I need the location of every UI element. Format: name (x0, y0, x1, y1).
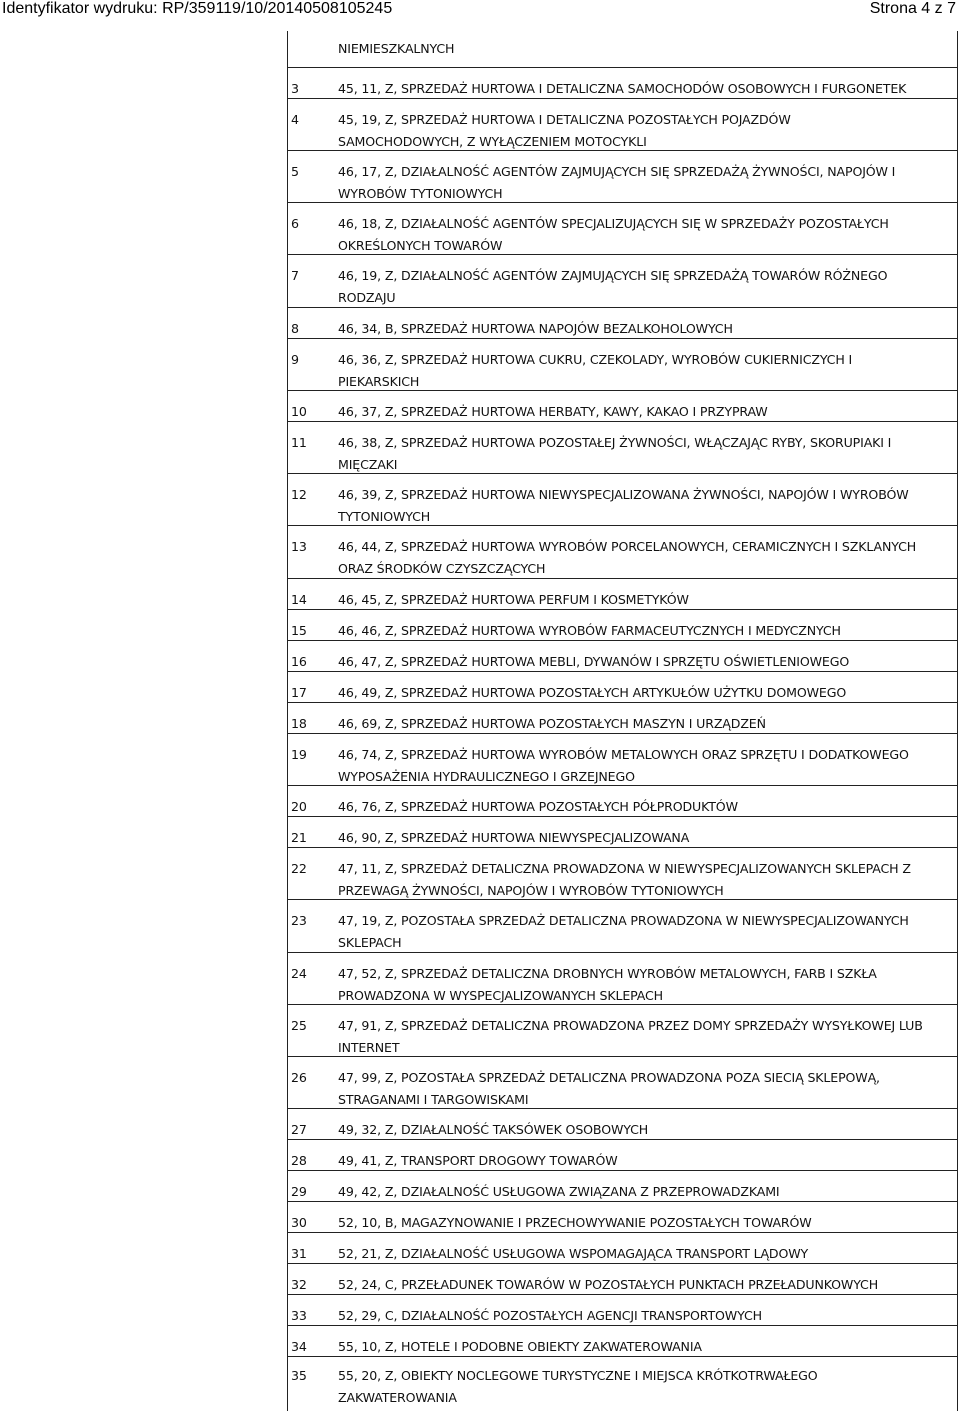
activity-description: NIEMIESZKALNYCH (338, 41, 455, 56)
row-divider (288, 1170, 957, 1171)
activity-description: 46, 45, Z, SPRZEDAŻ HURTOWA PERFUM I KOSMETYKÓW (338, 592, 689, 607)
activity-description: 47, 91, Z, SPRZEDAŻ DETALICZNA PROWADZONA PRZEZ DOMY SPRZEDAŻY WYSYŁKOWEJ LUB INTERNET (338, 1018, 923, 1055)
row-number: 9 (291, 352, 299, 367)
activity-description: 55, 20, Z, OBIEKTY NOCLEGOWE TURYSTYCZNE I MIEJSCA KRÓTKOTRWAŁEGO ZAKWATEROWANIA (338, 1368, 818, 1405)
activity-description: 46, 49, Z, SPRZEDAŻ HURTOWA POZOSTAŁYCH ARTYKUŁÓW UŻYTKU DOMOWEGO (338, 685, 847, 700)
activity-description: 47, 11, Z, SPRZEDAŻ DETALICZNA PROWADZONA W NIEWYSPECJALIZOWANYCH SKLEPACH Z PRZEWAGĄ ŻYWNOŚCI, NAPOJÓW I WYROBÓW TYTONIOWYCH (338, 861, 911, 898)
activity-description: 46, 69, Z, SPRZEDAŻ HURTOWA POZOSTAŁYCH MASZYN I URZĄDZEŃ (338, 716, 766, 731)
activity-description: 46, 74, Z, SPRZEDAŻ HURTOWA WYROBÓW METALOWYCH ORAZ SPRZĘTU I DODATKOWEGO WYPOSAŻENIA HYDRAULICZNEGO I GRZEJNEGO (338, 747, 909, 784)
row-divider (288, 67, 957, 68)
row-number: 34 (291, 1339, 307, 1354)
row-divider (288, 816, 957, 817)
activity-description: 46, 39, Z, SPRZEDAŻ HURTOWA NIEWYSPECJALIZOWANA ŻYWNOŚCI, NAPOJÓW I WYROBÓW TYTONIOWYCH (338, 487, 909, 524)
print-header (0, 0, 960, 22)
row-number: 30 (291, 1215, 307, 1230)
row-divider (288, 609, 957, 610)
row-divider (288, 1356, 957, 1357)
activity-description: 49, 41, Z, TRANSPORT DROGOWY TOWARÓW (338, 1153, 618, 1168)
activity-description: 52, 24, C, PRZEŁADUNEK TOWARÓW W POZOSTAŁYCH PUNKTACH PRZEŁADUNKOWYCH (338, 1277, 879, 1292)
activity-description: 47, 99, Z, POZOSTAŁA SPRZEDAŻ DETALICZNA PROWADZONA POZA SIECIĄ SKLEPOWĄ, STRAGANAMI I TARGOWISKAMI (338, 1070, 880, 1107)
row-number: 5 (291, 164, 299, 179)
activity-description: 52, 21, Z, DZIAŁALNOŚĆ USŁUGOWA WSPOMAGAJĄCA TRANSPORT LĄDOWY (338, 1246, 809, 1261)
row-divider (288, 338, 957, 339)
activity-description: 46, 34, B, SPRZEDAŻ HURTOWA NAPOJÓW BEZALKOHOLOWYCH (338, 321, 733, 336)
row-divider (288, 1004, 957, 1005)
row-divider (288, 671, 957, 672)
row-number: 26 (291, 1070, 307, 1085)
activity-description: 49, 32, Z, DZIAŁALNOŚĆ TAKSÓWEK OSOBOWYCH (338, 1122, 649, 1137)
activity-description: 46, 19, Z, DZIAŁALNOŚĆ AGENTÓW ZAJMUJĄCYCH SIĘ SPRZEDAŻĄ TOWARÓW RÓŻNEGO RODZAJU (338, 268, 888, 305)
row-number: 15 (291, 623, 307, 638)
activity-description: 46, 90, Z, SPRZEDAŻ HURTOWA NIEWYSPECJALIZOWANA (338, 830, 690, 845)
row-divider (288, 150, 957, 151)
activity-description: 45, 11, Z, SPRZEDAŻ HURTOWA I DETALICZNA SAMOCHODÓW OSOBOWYCH I FURGONETEK (338, 81, 907, 96)
row-number: 7 (291, 268, 299, 283)
row-divider (288, 1108, 957, 1109)
row-number: 12 (291, 487, 307, 502)
row-divider (288, 98, 957, 99)
row-number: 20 (291, 799, 307, 814)
row-divider (288, 390, 957, 391)
activity-description: 46, 36, Z, SPRZEDAŻ HURTOWA CUKRU, CZEKOLADY, WYROBÓW CUKIERNICZYCH I PIEKARSKICH (338, 352, 853, 389)
row-divider (288, 733, 957, 734)
activity-description: 46, 38, Z, SPRZEDAŻ HURTOWA POZOSTAŁEJ ŻYWNOŚCI, WŁĄCZAJĄC RYBY, SKORUPIAKI I MIĘCZAKI (338, 435, 892, 472)
activity-description: 46, 76, Z, SPRZEDAŻ HURTOWA POZOSTAŁYCH PÓŁPRODUKTÓW (338, 799, 738, 814)
activity-description: 45, 19, Z, SPRZEDAŻ HURTOWA I DETALICZNA POZOSTAŁYCH POJAZDÓW SAMOCHODOWYCH, Z WYŁĄCZENIEM MOTOCYKLI (338, 112, 791, 149)
row-number: 14 (291, 592, 307, 607)
row-number: 4 (291, 112, 299, 127)
row-number: 35 (291, 1368, 307, 1383)
row-number: 21 (291, 830, 307, 845)
activity-description: 49, 42, Z, DZIAŁALNOŚĆ USŁUGOWA ZWIĄZANA Z PRZEPROWADZKAMI (338, 1184, 780, 1199)
row-number: 13 (291, 539, 307, 554)
row-number: 28 (291, 1153, 307, 1168)
row-number: 3 (291, 81, 299, 96)
activity-description: 52, 29, C, DZIAŁALNOŚĆ POZOSTAŁYCH AGENCJI TRANSPORTOWYCH (338, 1308, 762, 1323)
row-divider (288, 899, 957, 900)
row-number: 19 (291, 747, 307, 762)
row-number: 32 (291, 1277, 307, 1292)
row-divider (288, 1325, 957, 1326)
row-number: 18 (291, 716, 307, 731)
row-divider (288, 702, 957, 703)
row-number: 24 (291, 966, 307, 981)
row-divider (288, 785, 957, 786)
row-divider (288, 847, 957, 848)
row-number: 17 (291, 685, 307, 700)
row-number: 25 (291, 1018, 307, 1033)
row-divider (288, 254, 957, 255)
row-number: 31 (291, 1246, 307, 1261)
row-divider (288, 1294, 957, 1295)
row-number: 22 (291, 861, 307, 876)
row-divider (288, 525, 957, 526)
row-divider (288, 421, 957, 422)
row-number: 10 (291, 404, 307, 419)
print-identifier: Identyfikator wydruku: RP/359119/10/20140508105245 (2, 0, 393, 17)
row-number: 33 (291, 1308, 307, 1323)
row-divider (288, 1232, 957, 1233)
pkd-activity-table (287, 31, 958, 1411)
activity-description: 46, 44, Z, SPRZEDAŻ HURTOWA WYROBÓW PORCELANOWYCH, CERAMICZNYCH I SZKLANYCH ORAZ ŚRODKÓW CZYSZCZĄCYCH (338, 539, 917, 576)
row-divider (288, 640, 957, 641)
row-divider (288, 473, 957, 474)
row-number: 11 (291, 435, 307, 450)
row-number: 16 (291, 654, 307, 669)
row-divider (288, 1139, 957, 1140)
row-number: 29 (291, 1184, 307, 1199)
activity-description: 47, 19, Z, POZOSTAŁA SPRZEDAŻ DETALICZNA PROWADZONA W NIEWYSPECJALIZOWANYCH SKLEPACH (338, 913, 909, 950)
row-divider (288, 307, 957, 308)
row-number: 27 (291, 1122, 307, 1137)
row-divider (288, 1056, 957, 1057)
row-divider (288, 578, 957, 579)
row-number: 6 (291, 216, 299, 231)
row-number: 23 (291, 913, 307, 928)
activity-description: 46, 17, Z, DZIAŁALNOŚĆ AGENTÓW ZAJMUJĄCYCH SIĘ SPRZEDAŻĄ ŻYWNOŚCI, NAPOJÓW I WYROBÓW TYTONIOWYCH (338, 164, 896, 201)
activity-description: 46, 47, Z, SPRZEDAŻ HURTOWA MEBLI, DYWANÓW I SPRZĘTU OŚWIETLENIOWEGO (338, 654, 850, 669)
row-number: 8 (291, 321, 299, 336)
row-divider (288, 202, 957, 203)
activity-description: 46, 18, Z, DZIAŁALNOŚĆ AGENTÓW SPECJALIZUJĄCYCH SIĘ W SPRZEDAŻY POZOSTAŁYCH OKREŚLONYCH TOWARÓW (338, 216, 889, 253)
page-number: Strona 4 z 7 (869, 0, 956, 17)
activity-description: 52, 10, B, MAGAZYNOWANIE I PRZECHOWYWANIE POZOSTAŁYCH TOWARÓW (338, 1215, 812, 1230)
activity-description: 46, 46, Z, SPRZEDAŻ HURTOWA WYROBÓW FARMACEUTYCZNYCH I MEDYCZNYCH (338, 623, 841, 638)
row-divider (288, 1201, 957, 1202)
row-divider (288, 1263, 957, 1264)
activity-description: 46, 37, Z, SPRZEDAŻ HURTOWA HERBATY, KAWY, KAKAO I PRZYPRAW (338, 404, 768, 419)
activity-description: 47, 52, Z, SPRZEDAŻ DETALICZNA DROBNYCH WYROBÓW METALOWYCH, FARB I SZKŁA PROWADZONA W WYSPECJALIZOWANYCH SKLEPACH (338, 966, 877, 1003)
activity-description: 55, 10, Z, HOTELE I PODOBNE OBIEKTY ZAKWATEROWANIA (338, 1339, 702, 1354)
row-divider (288, 952, 957, 953)
